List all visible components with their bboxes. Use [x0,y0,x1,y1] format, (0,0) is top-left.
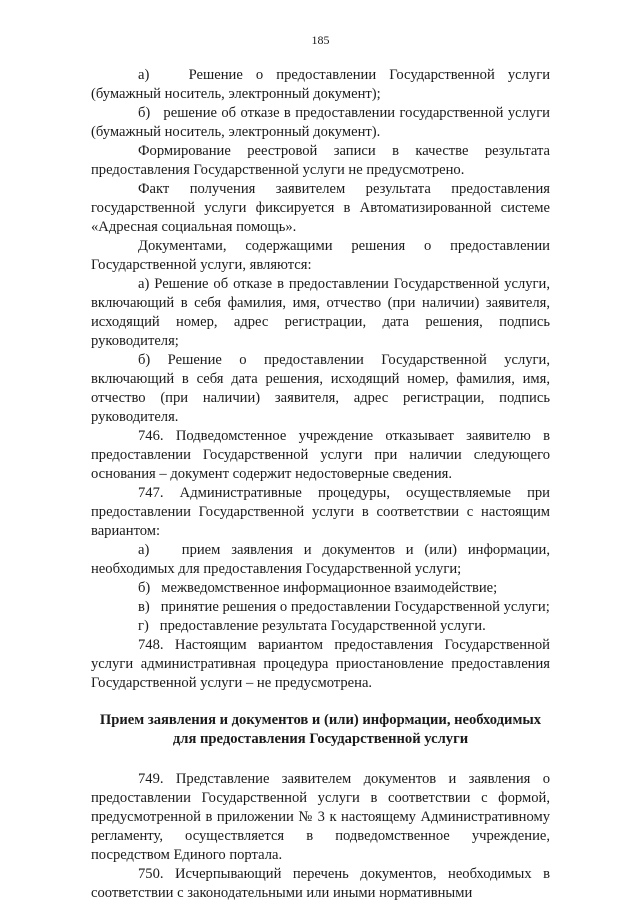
paragraph-result-refusal: б) решение об отказе в предоставлении государственной услуги (бумажный носитель, электронный документ). [91,105,550,140]
paragraph-746: 746. Подведомстенное учреждение отказывает заявителю в предоставлении Государственной услуги при наличии следующего основания – документ содержит недостоверные сведения. [91,428,550,482]
paragraph-747: 747. Административные процедуры, осуществляемые при предоставлении Государственной услуги в соответствии с настоящим вариантом: [91,485,550,539]
document-body [91,66,550,903]
paragraph-decision-documents: Документами, содержащими решения о предоставлении Государственной услуги, являются: [91,238,550,273]
paragraph-750: 750. Исчерпывающий перечень документов, необходимых в соответствии с законодательными или иными нормативными [91,866,550,901]
paragraph-result-decision: а) Решение о предоставлении Государственной услуги (бумажный носитель, электронный документ); [91,67,550,102]
document-page [91,30,550,903]
paragraph-procedure-b: б) межведомственное информационное взаимодействие; [138,580,498,596]
paragraph-procedure-d: г) предоставление результата Государственной услуги. [138,618,486,634]
paragraph-refusal-contents: а) Решение об отказе в предоставлении Государственной услуги, включающий в себя фамилия, имя, отчество (при наличии) заявителя, исходящий номер, адрес регистрации, дата решения, подпись руководителя; [91,276,550,349]
paragraph-approval-contents: б) Решение о предоставлении Государственной услуги, включающий в себя дата решения, исходящий номер, фамилия, имя, отчество (при наличии) заявителя, адрес регистрации, подпись руководителя. [91,352,550,425]
paragraph-registry-record: Формирование реестровой записи в качестве результата предоставления Государственной услуги не предусмотрено. [91,143,550,178]
paragraph-748: 748. Настоящим вариантом предоставления Государственной услуги административная процедура приостановление предоставления Государственной услуги – не предусмотрена. [91,637,550,691]
paragraph-result-fixation: Факт получения заявителем результата предоставления государственной услуги фиксируется в Автоматизированной системе «Адресная социальная помощь». [91,181,550,235]
paragraph-procedure-a: а) прием заявления и документов и (или) информации, необходимых для предоставления Государственной услуги; [91,542,550,577]
page-number: 185 [311,33,330,47]
paragraph-procedure-c: в) принятие решения о предоставлении Государственной услуги; [138,599,550,615]
paragraph-749: 749. Представление заявителем документов и заявления о предоставлении Государственной услуги в соответствии с формой, предусмотренной в приложении № 3 к настоящему Административному регламенту, осуществляется в подведомственное учреждение, посредством Единого портала. [91,771,550,863]
section-heading: Прием заявления и документов и (или) информации, необходимых для предоставления Государственной услуги [99,712,542,747]
